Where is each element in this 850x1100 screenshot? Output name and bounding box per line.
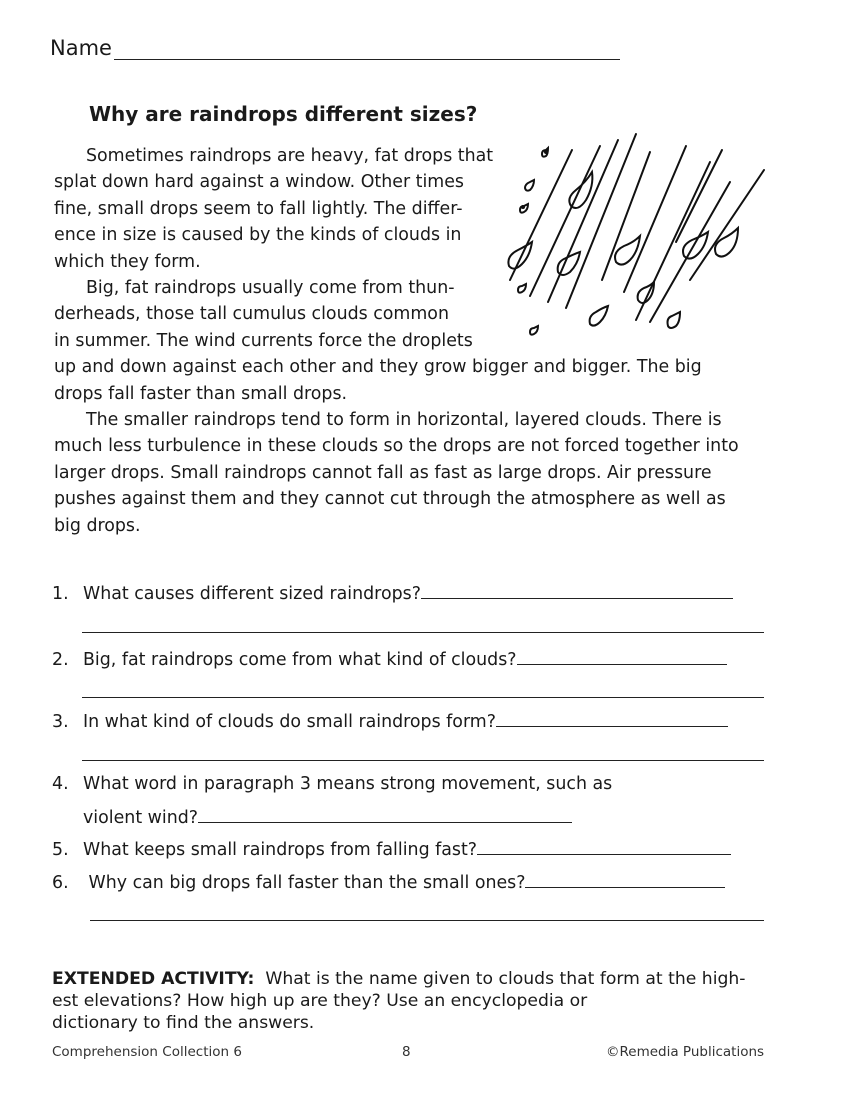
footer-right: ©Remedia Publications: [606, 1044, 765, 1060]
question-number: 3.: [52, 712, 69, 732]
answer-line[interactable]: [90, 920, 764, 921]
question-number: 4.: [52, 774, 69, 794]
text-line: drops fall faster than small drops.: [54, 383, 348, 404]
answer-line[interactable]: [477, 838, 731, 855]
name-label: Name: [50, 36, 112, 60]
text-line: dictionary to find the answers.: [52, 1013, 315, 1033]
question-4: [52, 774, 612, 794]
extended-activity-label: EXTENDED ACTIVITY:: [52, 969, 255, 989]
paragraph-3: [54, 407, 766, 539]
answer-line[interactable]: [82, 697, 764, 698]
question-text: In what kind of clouds do small raindrops form?: [83, 712, 496, 732]
name-blank-line[interactable]: [114, 39, 620, 60]
answer-line[interactable]: [525, 871, 725, 888]
text-line: in summer. The wind currents force the droplets: [54, 330, 473, 351]
question-6: [52, 871, 725, 893]
question-number: 1.: [52, 584, 69, 604]
text-line: big drops.: [54, 515, 141, 536]
text-line: The smaller raindrops tend to form in horizontal, layered clouds. There is: [86, 410, 722, 430]
question-text: Why can big drops fall faster than the small ones?: [83, 873, 526, 893]
answer-line[interactable]: [82, 760, 764, 761]
question-number: 2.: [52, 650, 69, 670]
footer-left: Comprehension Collection 6: [52, 1044, 242, 1060]
question-5: [52, 838, 731, 860]
text-line: ence in size is caused by the kinds of clouds in: [54, 225, 462, 246]
question-number: 6.: [52, 873, 69, 893]
question-text: violent wind?: [83, 808, 199, 828]
text-line: fine, small drops seem to fall lightly. The differ-: [54, 198, 463, 219]
text-line: Big, fat raindrops usually come from thun-: [86, 278, 455, 298]
page-number: 8: [402, 1044, 411, 1060]
text-line: much less turbulence in these clouds so the drops are not forced together into: [54, 436, 739, 457]
text-line: which they form.: [54, 251, 201, 272]
paragraph-1: [54, 143, 766, 275]
answer-line[interactable]: [82, 632, 764, 633]
text-line: est elevations? How high up are they? Use an encyclopedia or: [52, 991, 588, 1011]
question-text: What word in paragraph 3 means strong movement, such as: [83, 774, 613, 794]
answer-line[interactable]: [496, 710, 728, 727]
text-line: What is the name given to clouds that form at the high-: [265, 969, 746, 989]
question-number: 5.: [52, 840, 69, 860]
text-line: Sometimes raindrops are heavy, fat drops that: [86, 146, 494, 166]
text-line: splat down hard against a window. Other times: [54, 172, 464, 193]
question-text: What causes different sized raindrops?: [83, 584, 421, 604]
text-line: up and down against each other and they grow bigger and bigger. The big: [54, 357, 702, 378]
page-title: Why are raindrops different sizes?: [89, 102, 478, 126]
question-3: [52, 710, 728, 732]
text-line: pushes against them and they cannot cut through the atmosphere as well as: [54, 489, 726, 510]
paragraph-2: [54, 275, 766, 407]
question-text: Big, fat raindrops come from what kind of clouds?: [83, 650, 517, 670]
text-line: derheads, those tall cumulus clouds common: [54, 304, 449, 325]
question-text: What keeps small raindrops from falling fast?: [83, 840, 478, 860]
extended-activity: [52, 968, 768, 1034]
answer-line[interactable]: [421, 582, 733, 599]
question-4-continued: [83, 806, 572, 828]
text-line: larger drops. Small raindrops cannot fall as fast as large drops. Air pressure: [54, 462, 712, 483]
name-field: [50, 36, 620, 60]
answer-line[interactable]: [517, 648, 727, 665]
question-1: [52, 582, 733, 604]
question-2: [52, 648, 727, 670]
answer-line[interactable]: [198, 806, 572, 823]
